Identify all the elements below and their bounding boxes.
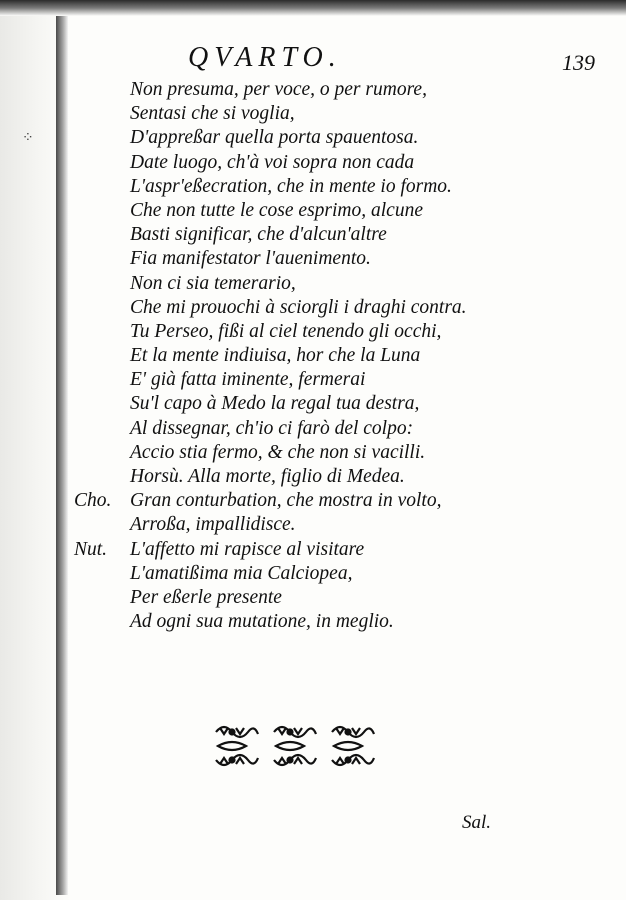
verse-text: Date luogo, ch'à voi sopra non cada bbox=[130, 151, 415, 173]
verse-text: Ad ogni sua mutatione, in meglio. bbox=[130, 611, 394, 633]
verse-text: Non presuma, per voce, o per rumore, bbox=[130, 79, 427, 100]
verse-line bbox=[130, 151, 600, 175]
verse-text: Et la mente indiuisa, hor che la Luna bbox=[130, 345, 421, 367]
verse-line bbox=[130, 320, 600, 344]
verse-text: L'amatißima mia Calciopea, bbox=[130, 562, 353, 584]
verse-line bbox=[130, 223, 600, 247]
verse-line bbox=[130, 417, 600, 441]
verse-text: Sentasi che si voglia, bbox=[130, 103, 295, 125]
running-title: QVARTO. bbox=[188, 42, 342, 73]
verse-line bbox=[130, 296, 600, 320]
verse-line bbox=[130, 586, 600, 610]
binding-edge bbox=[56, 10, 68, 895]
verse-text: E' già fatta iminente, fermerai bbox=[130, 369, 366, 391]
verse-block bbox=[74, 78, 600, 634]
verse-text: Su'l capo à Medo la regal tua destra, bbox=[130, 393, 420, 415]
verse-line bbox=[130, 102, 600, 126]
verse-line bbox=[130, 513, 600, 537]
top-page-edge bbox=[0, 0, 626, 16]
verse-line bbox=[130, 441, 600, 465]
verse-line bbox=[130, 368, 600, 392]
verse-text: L'aspr'eßecration, che in mente io formo. bbox=[130, 175, 452, 197]
verse-line bbox=[130, 126, 600, 150]
verse-line bbox=[74, 538, 600, 562]
verse-line bbox=[130, 199, 600, 223]
verse-text: Che non tutte le cose esprimo, alcune bbox=[130, 199, 423, 221]
verse-text: Che mi prouochi à sciorgli i draghi contra. bbox=[130, 296, 467, 318]
verse-text: Per eßerle presente bbox=[130, 586, 282, 608]
verse-text: Fia manifestator l'auenimento. bbox=[130, 248, 371, 270]
verse-text: D'appreßar quella porta spauentosa. bbox=[130, 127, 419, 149]
verse-text: Arroßa, impallidisce. bbox=[130, 514, 296, 536]
catchword: Sal. bbox=[462, 812, 492, 833]
verse-line bbox=[74, 489, 600, 513]
speaker-label: Cho. bbox=[74, 490, 112, 512]
verse-line bbox=[130, 272, 600, 296]
speaker-label: Nut. bbox=[74, 538, 108, 560]
verse-line bbox=[130, 610, 600, 634]
verse-line bbox=[130, 465, 600, 489]
verse-text: Horsù. Alla morte, figlio di Medea. bbox=[130, 466, 405, 487]
verse-line bbox=[130, 78, 600, 102]
margin-stray-mark: ⁘ bbox=[22, 130, 34, 146]
verse-text: Gran conturbation, che mostra in volto, bbox=[130, 490, 442, 512]
verse-line bbox=[130, 247, 600, 271]
verse-text: Basti significar, che d'alcun'altre bbox=[130, 224, 387, 246]
verse-line bbox=[130, 175, 600, 199]
page-number: 139 bbox=[562, 50, 595, 75]
verse-line bbox=[130, 562, 600, 586]
printers-ornament-icon bbox=[210, 720, 390, 772]
verse-text: Al dissegnar, ch'io ci farò del colpo: bbox=[130, 417, 414, 439]
verse-line bbox=[130, 344, 600, 368]
verse-line bbox=[130, 392, 600, 416]
verse-text: L'affetto mi rapisce al visitare bbox=[130, 538, 365, 560]
verse-text: Accio stia fermo, & che non si vacilli. bbox=[130, 441, 426, 463]
verse-text: Tu Perseo, fißi al ciel tenendo gli occhi, bbox=[130, 320, 442, 342]
verse-text: Non ci sia temerario, bbox=[130, 272, 296, 294]
